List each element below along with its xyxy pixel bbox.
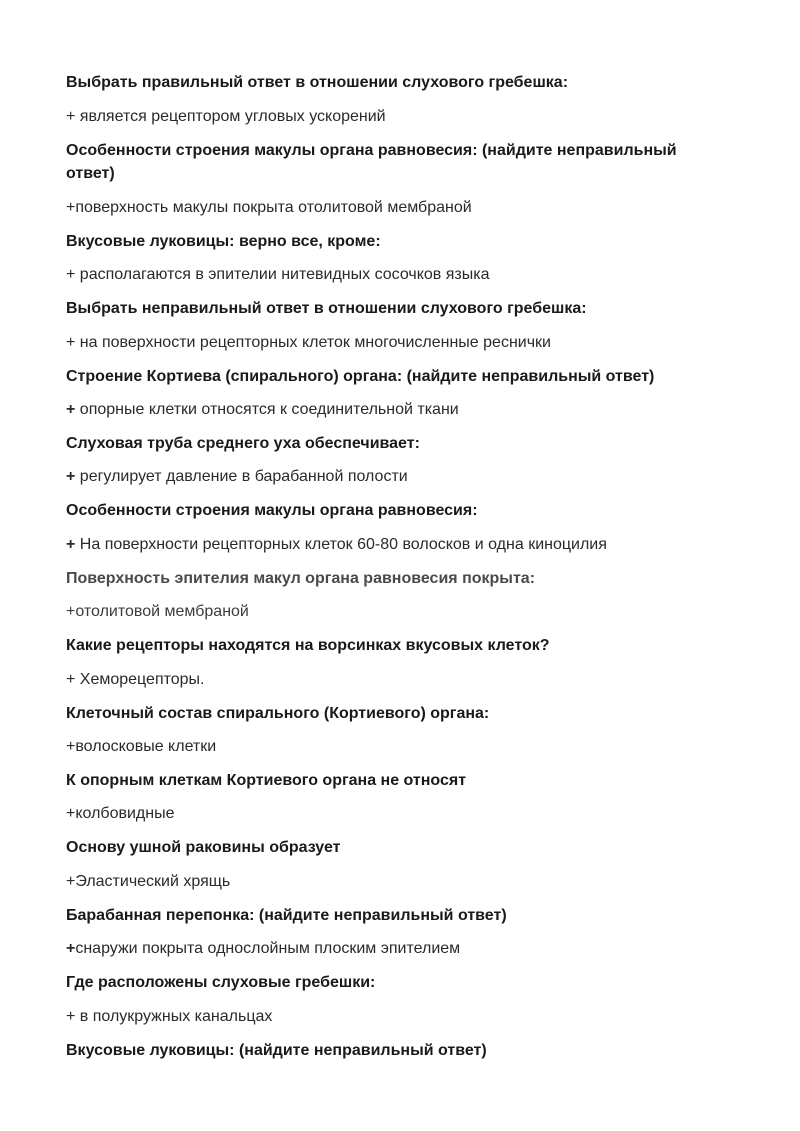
answer-3: + располагаются в эпителии нитевидных сосочков языка [66, 266, 490, 283]
answer-5 [66, 398, 726, 421]
answer-11: +колбовидные [66, 805, 175, 822]
question-2: Особенности строения макулы органа равновесия: (найдите неправильный ответ) [66, 142, 677, 182]
question-11: К опорным клеткам Кортиевого органа не относят [66, 772, 467, 789]
answer-10: +волосковые клетки [66, 738, 217, 755]
question-13: Барабанная перепонка: (найдите неправильный ответ) [66, 907, 507, 924]
answer-9: + Хеморецепторы. [66, 671, 205, 688]
answer-5-plus: + [66, 401, 76, 418]
question-7: Особенности строения макулы органа равновесия: [66, 502, 478, 519]
question-15: Вкусовые луковицы: (найдите неправильный ответ) [66, 1042, 487, 1059]
answer-12: +Эластический хрящь [66, 873, 231, 890]
question-1: Выбрать правильный ответ в отношении слухового гребешка: [66, 74, 569, 91]
answer-4: + на поверхности рецепторных клеток многочисленные реснички [66, 334, 551, 351]
answer-6-text: регулирует давление в барабанной полости [75, 468, 408, 485]
question-4: Выбрать неправильный ответ в отношении слухового гребешка: [66, 300, 587, 317]
answer-7-text: На поверхности рецепторных клеток 60-80 волосков и одна киноцилия [75, 536, 607, 553]
answer-8: +отолитовой мембраной [66, 603, 249, 620]
answer-13 [66, 937, 726, 960]
answer-7 [66, 533, 726, 556]
question-6: Слуховая труба среднего уха обеспечивает: [66, 435, 420, 452]
question-8: Поверхность эпителия макул органа равновесия покрыта: [66, 570, 536, 587]
answer-1: + является рецептором угловых ускорений [66, 108, 386, 125]
question-12: Основу ушной раковины образует [66, 839, 341, 856]
question-10: Клеточный состав спирального (Кортиевого) органа: [66, 705, 490, 722]
question-5: Строение Кортиева (спирального) органа: (найдите неправильный ответ) [66, 368, 655, 385]
question-9: Какие рецепторы находятся на ворсинках вкусовых клеток? [66, 637, 550, 654]
answer-6 [66, 465, 726, 488]
answer-13-plus: + [66, 940, 76, 957]
answer-2: +поверхность макулы покрыта отолитовой мембраной [66, 199, 472, 216]
answer-13-text: снаружи покрыта однослойным плоским эпителием [75, 940, 461, 957]
answer-14: + в полукружных канальцах [66, 1008, 273, 1025]
answer-7-plus: + [66, 536, 76, 553]
answer-6-plus: + [66, 468, 76, 485]
answer-5-text: опорные клетки относятся к соединительной ткани [75, 401, 459, 418]
question-3: Вкусовые луковицы: верно все, кроме: [66, 233, 381, 250]
question-14: Где расположены слуховые гребешки: [66, 974, 376, 991]
